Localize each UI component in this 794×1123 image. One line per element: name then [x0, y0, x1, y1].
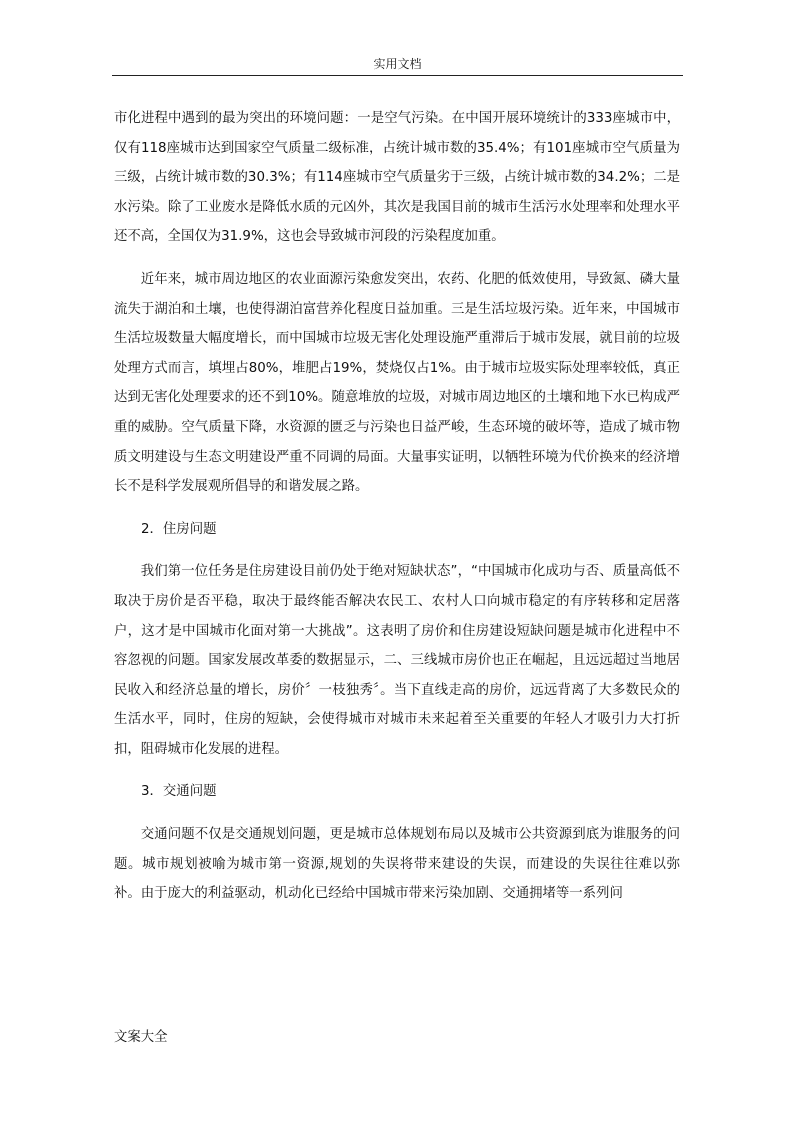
header-divider	[112, 75, 683, 76]
page-header: 实用文档	[373, 57, 422, 71]
section-heading-traffic: 3．交通问题	[141, 784, 217, 800]
page-footer: 文案大全	[114, 1030, 168, 1045]
paragraph-housing: 我们第一位任务是住房建设目前仍处于绝对短缺状态”，“中国城市化成功与否、质量高低不取决于房价是否平稳，取决于最终能否解决农民工、农村人口向城市稳定的有序转移和定居落户，这才是中国城市化面对第一大挑战”。这表明了房价和住房建设短缺问题是城市化进程中不容忽视的问题。国家发展改革委的数据显示，二、三线城市房价也正在崛起，且远远超过当地居民收入和经济总量的增长，房价〞一枝独秀〞。当下直线走高的房价，远远背离了大多数民众的生活水平，同时，住房的短缺，会使得城市对城市未来起着至关重要的年轻人才吸引力大打折扣，阻碍城市化发展的进程。	[114, 564, 680, 757]
document-body	[114, 104, 680, 909]
section-heading-housing: 2．住房问题	[141, 521, 217, 537]
paragraph-air-water-pollution: 市化进程中遇到的最为突出的环境问题：一是空气污染。在中国开展环境统计的333座城市中，仅有118座城市达到国家空气质量二级标准，占统计城市数的35.4%；有101座城市空气质量为三级，占统计城市数的30.3%；有114座城市空气质量劣于三级，占统计城市数的34.2%；二是水污染。除了工业废水是降低水质的元凶外，其次是我国目前的城市生活污水处理率和处理水平还不高，全国仅为31.9%，这也会导致城市河段的污染程度加重。	[114, 111, 680, 245]
paragraph-agricultural-garbage-pollution: 近年来，城市周边地区的农业面源污染愈发突出，农药、化肥的低效使用，导致氮、磷大量流失于湖泊和土壤，也使得湖泊富营养化程度日益加重。三是生活垃圾污染。近年来，中国城市生活垃圾数量大幅度增长，而中国城市垃圾无害化处理设施严重滞后于城市发展，就目前的垃圾处理方式而言，填埋占80%，堆肥占19%，焚烧仅占1%。由于城市垃圾实际处理率较低，真正达到无害化处理要求的还不到10%。随意堆放的垃圾，对城市周边地区的土壤和地下水已构成严重的威胁。空气质量下降，水资源的匮乏与污染也日益严峻，生态环境的破坏等，造成了城市物质文明建设与生态文明建设严重不同调的局面。大量事实证明，以牺牲环境为代价换来的经济增长不是科学发展观所倡导的和谐发展之路。	[114, 271, 680, 495]
paragraph-traffic: 交通问题不仅是交通规划问题，更是城市总体规划布局以及城市公共资源到底为谁服务的问题。城市规划被喻为城市第一资源,规划的失误将带来建设的失误，而建设的失误往往难以弥补。由于庞大的利益驱动，机动化已经给中国城市带来污染加剧、交通拥堵等一系列问	[114, 827, 680, 902]
